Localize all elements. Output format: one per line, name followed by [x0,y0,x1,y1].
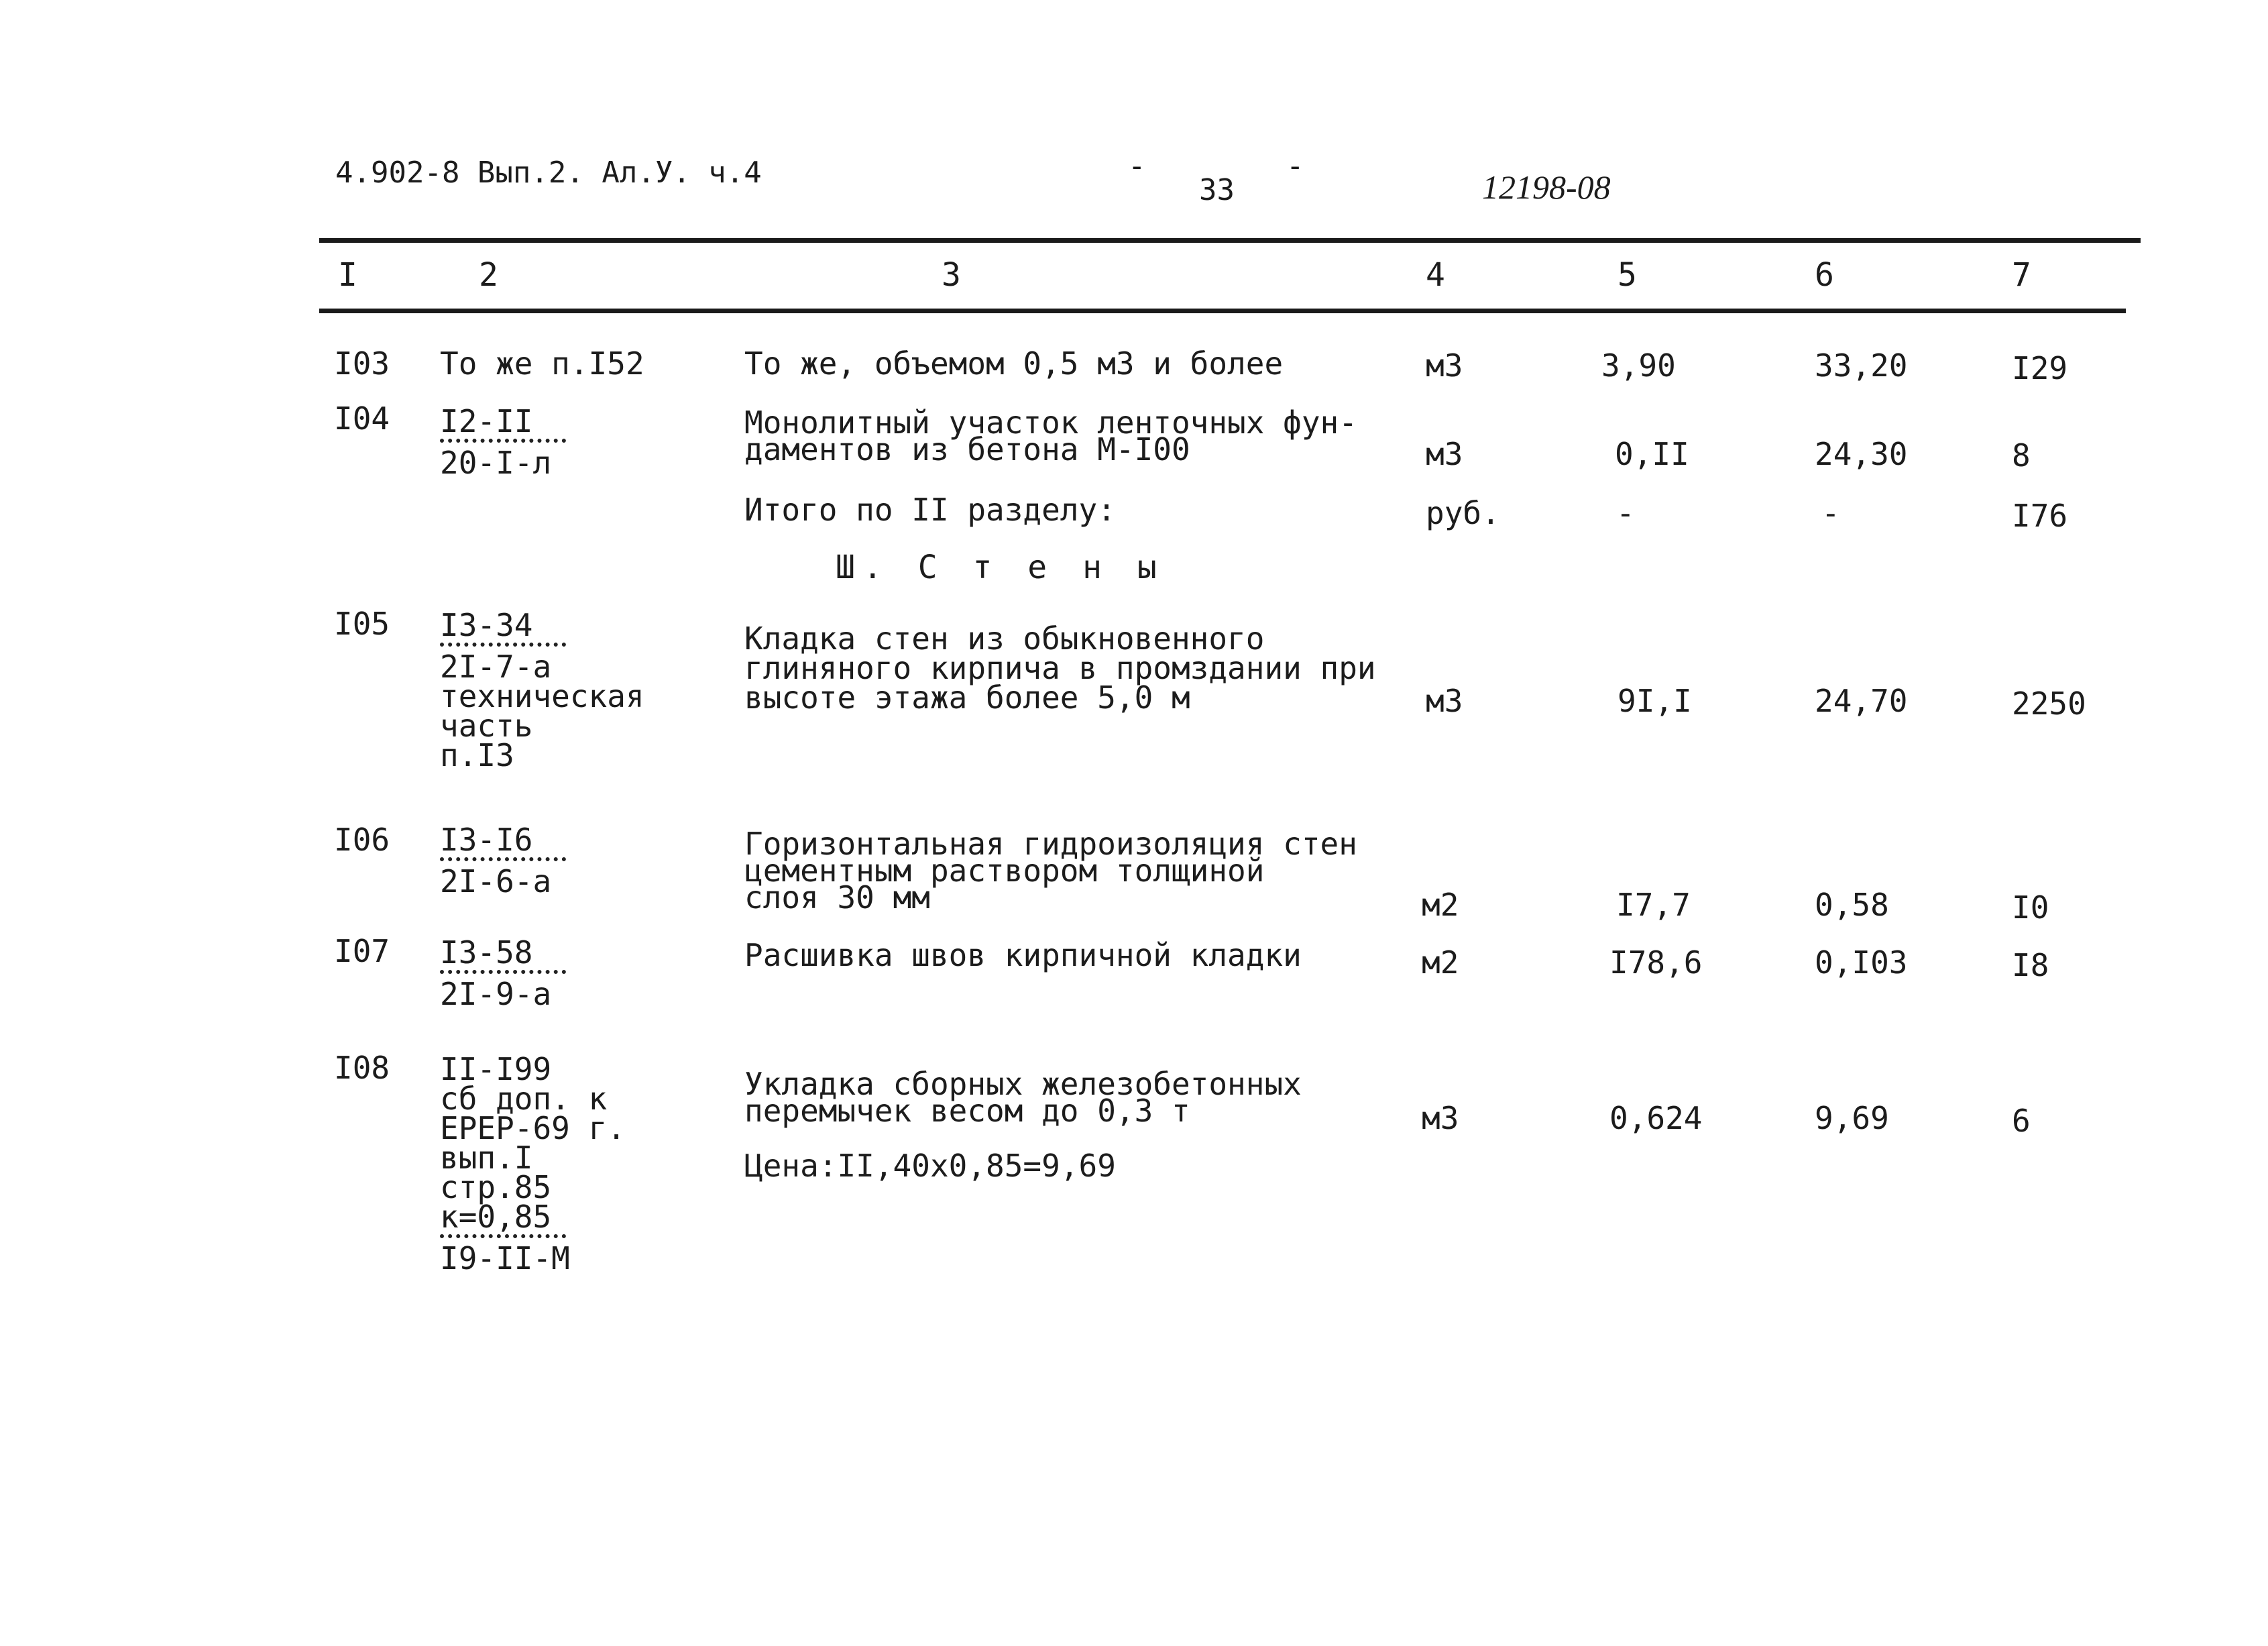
row-number: I05 [334,606,390,642]
column-2-header: 2 [479,256,498,294]
row-number: I07 [334,933,390,969]
quantity: I7,7 [1616,887,1691,923]
total-cost: 2250 [2012,685,2086,722]
position-note: ЕРЕР-69 г. [440,1110,626,1146]
quantity: 0,II [1615,436,1689,472]
position-note: к=0,85 [440,1202,566,1238]
unit-price: 0,58 [1815,887,1889,923]
total-cost: I76 [2012,498,2068,534]
work-description [744,404,1357,468]
quantity: 3,90 [1601,347,1676,384]
total-cost: I29 [2012,350,2068,386]
position-code-top: II-I99 [440,1051,552,1087]
unit-price: 9,69 [1815,1100,1889,1136]
section-title: Ш. С т е н ы [836,549,1165,586]
position-note: вып.I [440,1140,533,1176]
work-description [744,1066,1302,1129]
page-dash-right: - [1286,149,1304,183]
row-number: I06 [334,822,390,858]
position-reference [440,934,566,1012]
unit-price: 24,70 [1815,683,1908,719]
quantity: - [1616,495,1635,531]
subtotal-label: Итого по II разделу: [744,492,1116,528]
price-calculation: Цена:II,40х0,85=9,69 [744,1148,1116,1184]
unit: м3 [1422,1100,1459,1136]
position-note: стр.85 [440,1169,552,1205]
work-description [744,620,1376,716]
row-number: I08 [334,1050,390,1086]
unit: м3 [1426,436,1463,472]
unit: м2 [1422,944,1459,981]
description-line: цементным раствором толщиной [744,853,1265,889]
position-code-bottom: 2I-9-а [440,976,552,1012]
position-note: часть [440,708,533,744]
position-code-bottom: 2I-7-а [440,649,552,685]
quantity: 0,624 [1609,1100,1703,1136]
handwritten-id: 12198-08 [1482,168,1611,206]
position-code-top: I3-58 [440,938,566,974]
position-reference [440,403,566,481]
total-cost: I8 [2012,947,2049,983]
position-reference [440,1051,626,1276]
column-3-header: 3 [942,256,961,294]
description-line: Кладка стен из обыкновенного [744,620,1265,657]
position-note: техническая [440,678,644,714]
header-bottom-rule [319,309,2126,313]
description-line: глиняного кирпича в промздании при [744,650,1376,686]
column-7-header: 7 [2012,256,2031,294]
position-note: п.I3 [440,737,514,773]
unit: руб. [1426,495,1500,531]
description-line: Монолитный участок ленточных фун- [744,404,1357,441]
top-rule [319,238,2141,243]
quantity: 9I,I [1618,683,1692,719]
position-reference: То же п.I52 [440,345,644,382]
unit: м2 [1422,887,1459,923]
quantity: I78,6 [1609,944,1703,981]
description-line: Укладка сборных железобетонных [744,1066,1302,1102]
work-description: Расшивка швов кирпичной кладки [744,937,1302,973]
position-code-bottom: 20-I-л [440,445,552,481]
page-number: 33 [1199,173,1235,207]
description-line: перемычек весом до 0,3 т [744,1093,1190,1129]
position-reference [440,607,644,773]
position-code-bottom: 2I-6-а [440,863,552,899]
unit: м3 [1426,347,1463,384]
position-code-top: I3-34 [440,610,566,647]
position-code-top: I3-I6 [440,825,566,861]
unit-price: 24,30 [1815,436,1908,472]
column-1-header: I [338,256,357,294]
unit-price: - [1821,495,1840,531]
page-dash-left: - [1128,149,1146,183]
description-line: высоте этажа более 5,0 м [744,679,1190,716]
position-code-top: I2-II [440,406,566,443]
column-6-header: 6 [1815,256,1834,294]
work-description [744,826,1357,916]
row-number: I03 [334,345,390,382]
description-line: даментов из бетона М-I00 [744,431,1190,468]
unit: м3 [1426,683,1463,719]
total-cost: I0 [2012,889,2049,926]
description-line: Горизонтальная гидроизоляция стен [744,826,1357,862]
total-cost: 6 [2012,1103,2031,1139]
row-number: I04 [334,400,390,437]
unit-price: 0,I03 [1815,944,1908,981]
work-description: То же, объемом 0,5 м3 и более [744,345,1284,382]
position-code-bottom: I9-II-М [440,1240,570,1276]
document-code: 4.902-8 Вып.2. Ал.У. ч.4 [335,156,762,190]
total-cost: 8 [2012,437,2031,474]
unit-price: 33,20 [1815,347,1908,384]
column-4-header: 4 [1426,256,1445,294]
column-5-header: 5 [1618,256,1637,294]
description-line: слоя 30 мм [744,879,930,916]
position-note: сб доп. к [440,1081,608,1117]
position-reference [440,822,566,899]
